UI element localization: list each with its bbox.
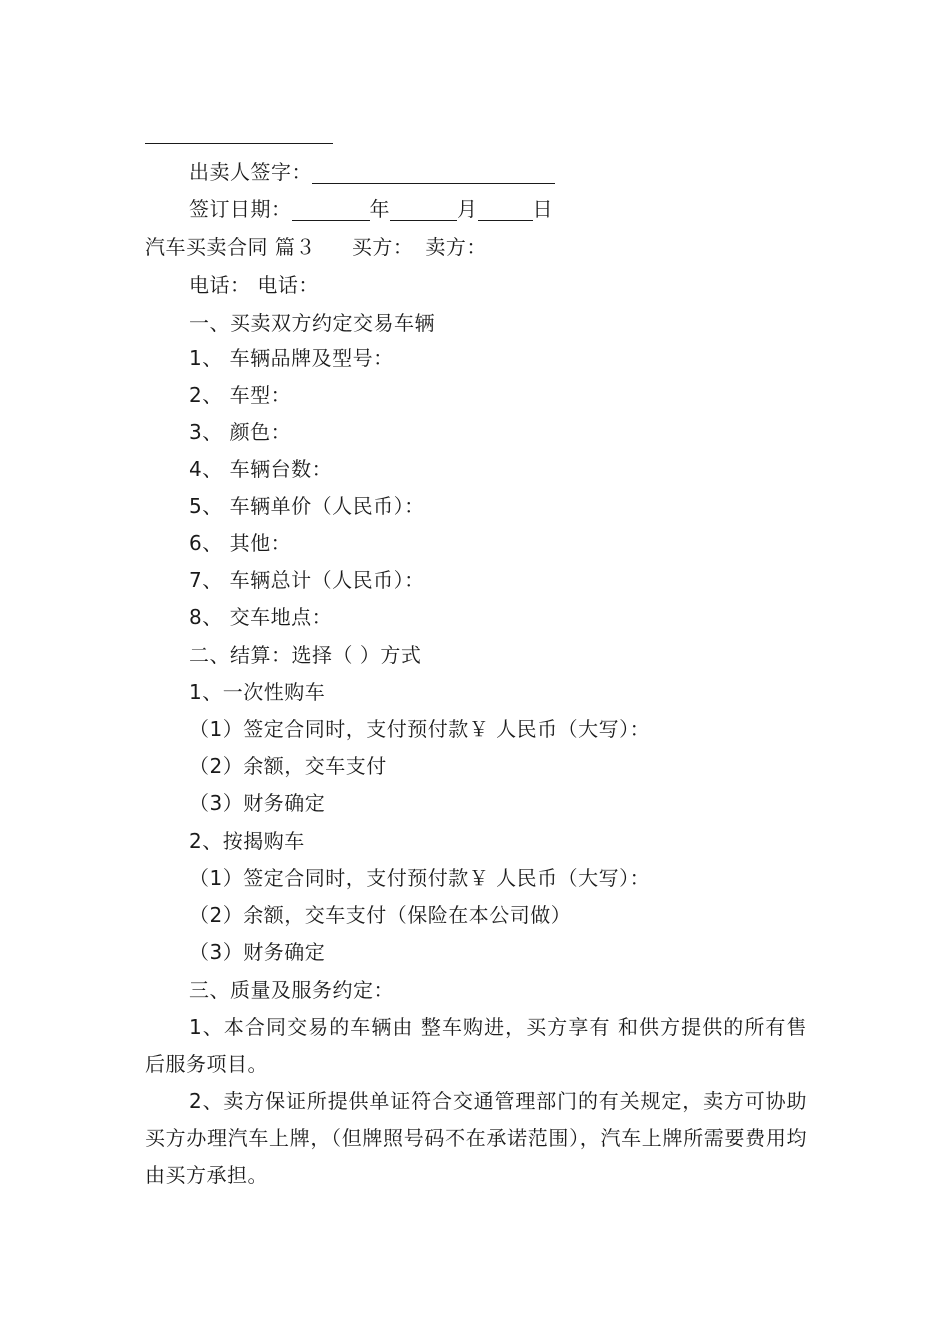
- section2-heading: 二、结算：选择（ ）方式: [189, 643, 422, 667]
- vehicle-item: 7、 车辆总计（人民币）：: [189, 568, 425, 592]
- payment-option-line: （3）财务确定: [189, 791, 326, 815]
- seller-signature-line: [189, 160, 555, 184]
- section3-heading: 三、质量及服务约定：: [189, 978, 394, 1002]
- vehicle-item: 8、 交车地点：: [189, 605, 333, 629]
- vehicle-item: 5、 车辆单价（人民币）：: [189, 494, 425, 518]
- month-label: 月: [457, 197, 478, 221]
- quality-paragraph-2: 2、卖方保证所提供单证符合交通管理部门的有关规定，卖方可协助买方办理汽车上牌，（但牌照号码不在承诺范围），汽车上牌所需要费用均由买方承担。: [145, 1089, 807, 1187]
- buyer-label: 买方：: [351, 235, 414, 259]
- vehicle-item: 2、 车型：: [189, 383, 292, 407]
- payment-option-line: （2）余额，交车支付: [189, 754, 387, 778]
- payment-option-line: （2）余额，交车支付（保险在本公司做）: [189, 903, 572, 927]
- seller-signature-blank: [312, 163, 555, 184]
- seller-signature-label: 出卖人签字：: [189, 160, 312, 184]
- payment-option-title: 2、按揭购车: [189, 829, 305, 853]
- month-blank: [390, 200, 457, 221]
- seller-label: 卖方：: [425, 235, 487, 259]
- signing-date-label: 签订日期：: [189, 197, 292, 221]
- year-blank: [292, 200, 370, 221]
- contract-title: 汽车买卖合同 篇３: [145, 235, 316, 259]
- section1-heading: 一、买卖双方约定交易车辆: [189, 311, 435, 335]
- signature-underline: [145, 143, 333, 144]
- payment-option-title: 1、一次性购车: [189, 680, 326, 704]
- year-label: 年: [369, 197, 390, 221]
- vehicle-item: 4、 车辆台数：: [189, 457, 333, 481]
- vehicle-item: 6、 其他：: [189, 531, 292, 555]
- quality-paragraph-1: 1、本合同交易的车辆由 整车购进，买方享有 和供方提供的所有售后服务项目。: [145, 1015, 807, 1076]
- day-label: 日: [532, 197, 553, 221]
- vehicle-item: 3、 颜色：: [189, 420, 292, 444]
- payment-option-line: （1）签定合同时，支付预付款￥ 人民币（大写）：: [189, 717, 651, 741]
- payment-option-line: （3）财务确定: [189, 940, 326, 964]
- contract-header-line: [145, 235, 487, 259]
- phone-line: 电话： 电话：: [189, 273, 319, 297]
- vehicle-item: 1、 车辆品牌及型号：: [189, 346, 394, 370]
- signing-date-line: [189, 197, 553, 221]
- payment-option-line: （1）签定合同时，支付预付款￥ 人民币（大写）：: [189, 866, 651, 890]
- day-blank: [478, 200, 533, 221]
